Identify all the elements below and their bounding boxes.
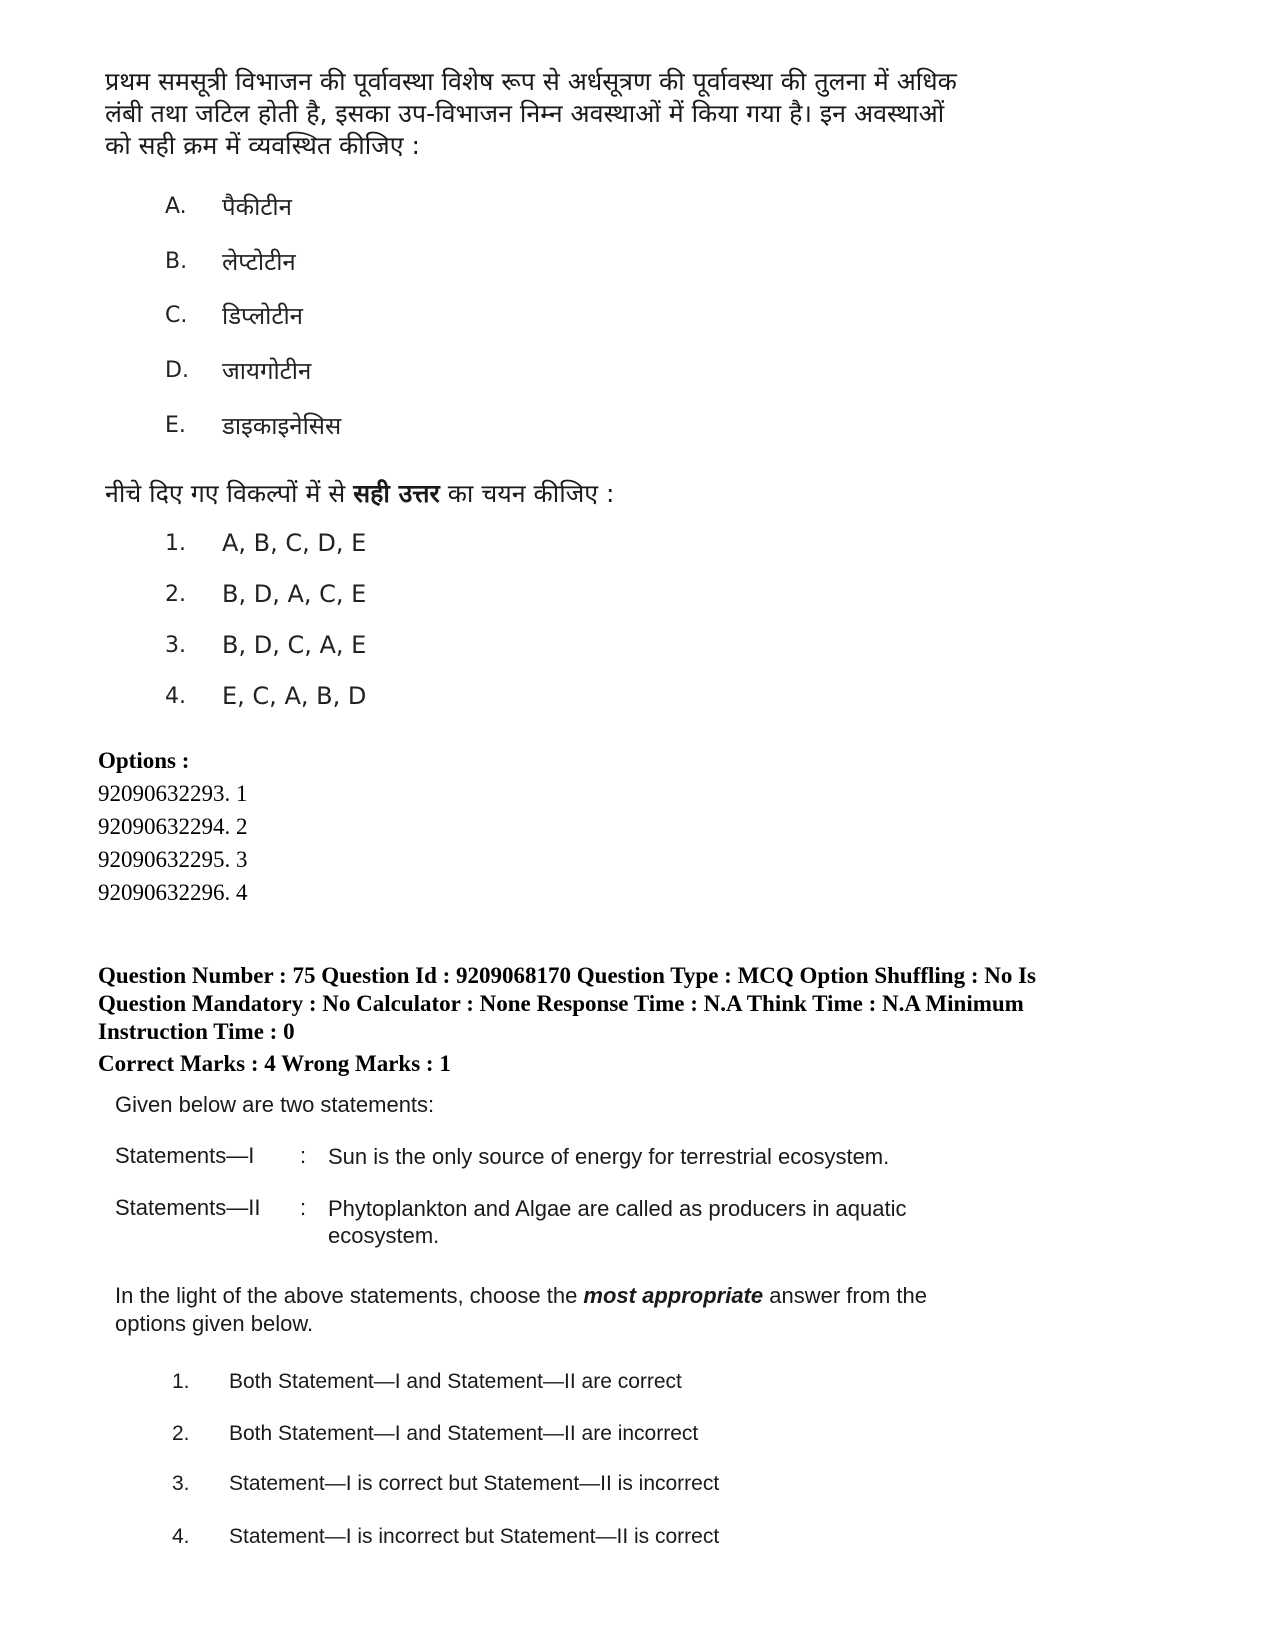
statement-2-label: Statements—II: [115, 1195, 261, 1220]
options-heading: Options :: [98, 748, 190, 773]
options-block: [98, 744, 248, 909]
choice-value: E, C, A, B, D: [222, 682, 367, 710]
choice-value: B, D, C, A, E: [222, 631, 367, 659]
stage-key: D.: [165, 357, 189, 383]
english-answer-prompt: [115, 1282, 995, 1338]
english-choice-3-value: Statement—I is correct but Statement—II is incorrect: [229, 1472, 720, 1495]
option-item-3: 92090632295. 3: [98, 847, 248, 872]
english-choice-1-key: 1.: [172, 1370, 190, 1393]
question-meta: [98, 962, 1208, 1046]
hindi-question-line-1: प्रथम समसूत्री विभाजन की पूर्वावस्था विशेष रूप से अर्धसूत्रण की पूर्वावस्था की तुलना में अधिक: [105, 67, 957, 96]
stage-value: जायगोटीन: [222, 356, 312, 385]
hindi-answer-prompt: [105, 476, 614, 510]
statement-1-label: Statements—I: [115, 1143, 255, 1168]
choice-key: 4.: [165, 683, 186, 709]
stage-key: A.: [165, 193, 187, 219]
statement-2-text: Phytoplankton and Algae are called as producers in aquatic ecosystem.: [328, 1196, 907, 1248]
hindi-question-text: [105, 66, 985, 162]
stage-value: पैकीटीन: [222, 192, 292, 221]
en-prompt-bold: most appropriate: [583, 1283, 764, 1308]
option-item-4: 92090632296. 4: [98, 880, 248, 905]
english-choice-4-key: 4.: [172, 1525, 190, 1548]
prompt-text-before: नीचे दिए गए विकल्पों में से: [105, 479, 354, 508]
option-item-2: 92090632294. 2: [98, 814, 248, 839]
stage-key: E.: [165, 412, 186, 438]
english-choice-3-key: 3.: [172, 1472, 190, 1495]
english-intro: Given below are two statements:: [115, 1092, 435, 1117]
statement-1-colon: :: [300, 1143, 307, 1168]
option-item-1: 92090632293. 1: [98, 781, 248, 806]
stage-value: डिप्लोटीन: [222, 301, 303, 330]
statement-2-colon: :: [300, 1195, 307, 1220]
prompt-text-after: का चयन कीजिए :: [439, 479, 615, 508]
meta-line-3: Instruction Time : 0: [98, 1019, 295, 1044]
english-choice-2-value: Both Statement—I and Statement—II are incorrect: [229, 1422, 699, 1445]
english-choice-2-key: 2.: [172, 1422, 190, 1445]
choice-key: 1.: [165, 530, 186, 556]
meta-line-2: Question Mandatory : No Calculator : None Response Time : N.A Think Time : N.A Minimum: [98, 991, 1024, 1016]
stage-value: लेप्टोटीन: [222, 247, 296, 276]
en-prompt-before: In the light of the above statements, choose the: [115, 1283, 584, 1308]
stage-value: डाइकाइनेसिस: [222, 411, 342, 440]
english-choice-1-value: Both Statement—I and Statement—II are correct: [229, 1370, 682, 1393]
statement-1-text: Sun is the only source of energy for terrestrial ecosystem.: [328, 1144, 890, 1169]
hindi-question-line-2: लंबी तथा जटिल होती है, इसका उप-विभाजन निम्न अवस्थाओं में किया गया है। इन अवस्थाओं: [105, 99, 945, 128]
choice-value: B, D, A, C, E: [222, 580, 367, 608]
choice-key: 3.: [165, 632, 186, 658]
stage-key: C.: [165, 302, 188, 328]
choice-value: A, B, C, D, E: [222, 529, 367, 557]
stage-key: B.: [165, 248, 188, 274]
choice-key: 2.: [165, 581, 186, 607]
marks-line: Correct Marks : 4 Wrong Marks : 1: [98, 1051, 451, 1076]
prompt-text-bold: सही उत्तर: [353, 479, 440, 508]
meta-line-1: Question Number : 75 Question Id : 9209068170 Question Type : MCQ Option Shuffling : No Is: [98, 963, 1037, 988]
english-choice-4-value: Statement—I is incorrect but Statement—II is correct: [229, 1525, 720, 1548]
hindi-question-line-3: को सही क्रम में व्यवस्थित कीजिए :: [105, 131, 420, 160]
en-prompt-after: answer from the options given below.: [115, 1283, 927, 1336]
